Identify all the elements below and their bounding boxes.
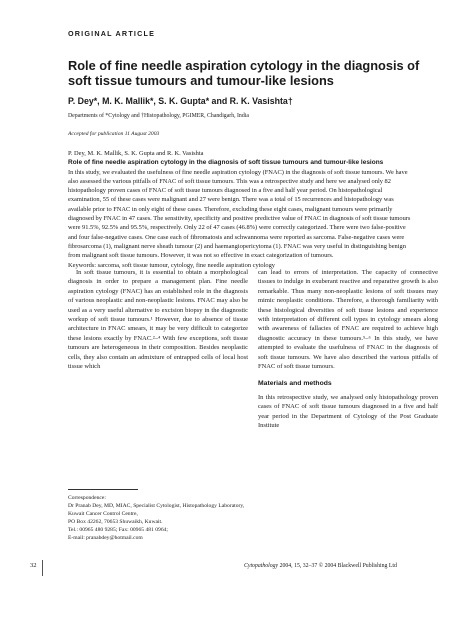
correspondence-email[interactable]: E-mail: pranabdey@hotmail.com bbox=[68, 535, 143, 542]
article-title: Role of fine needle aspiration cytology in the diagnosis of soft tissue tumours and tumour-like lesions bbox=[68, 58, 420, 88]
journal-details: 2004, 15, 32–37 © 2004 Blackwell Publishing Ltd bbox=[278, 563, 397, 569]
section-heading-methods: Materials and methods bbox=[258, 380, 332, 388]
abstract-authors: P. Dey, M. K. Mallik, S. K. Gupta and R. K. Vasishta bbox=[68, 150, 204, 157]
journal-name: Cytopathology bbox=[244, 563, 279, 569]
correspondence bbox=[68, 494, 248, 543]
abstract-body: In this study, we evaluated the usefulness of fine needle aspiration cytology (FNAC) in the diagnosis of soft tissue tumours. We have also assessed the various pitfalls of FNAC of soft tissue tumours. This was a retrospective study and here we analysed only 82 histopathology proven cases of FNAC of soft tissue tumours diagnosed in a five and half year period. On histopathological examination, 55 of these cases were malignant and 27 were benign. There was a total of 15 recurrences and histopathology was available prior to FNAC in only eight of these cases. Therefore, excluding these eight cases, malignant tumours were primarily diagnosed by FNAC in 47 cases. The sensitivity, specificity and positive predictive value of FNAC in diagnosis of soft tissue tumours were 91.5%, 92.5% and 95.5%, respectively. Only 22 of 47 cases (46.8%) were correctly categorized. There were two false-positive and four false-negative cases. One case each of fibromatosis and schwannoma were reported as sarcoma. False-negative cases were fibrosarcoma (1), malignant nerve sheath tumour (2) and haemangiopericytoma (1). FNAC was very useful in distinguishing benign from malignant soft tissue tumours. However, it was not so effective in exact categorization of tumours. bbox=[68, 168, 411, 260]
correspondence-line: PO Box 42262, 70653 Shuwaikh, Kuwait. bbox=[68, 519, 163, 526]
correspondence-divider bbox=[68, 489, 138, 490]
footer-divider bbox=[42, 560, 43, 576]
abstract bbox=[68, 149, 414, 270]
methods-paragraph: In this retrospective study, we analysed only histopathology proven cases of FNAC of soft tissue tumours diagnosed in a five and half year period in the Department of Cytology of the Post Graduate Institute bbox=[258, 393, 438, 430]
journal-citation bbox=[244, 563, 397, 569]
keywords: Keywords: sarcoma, soft tissue tumour, cytology, fine needle aspiration cytology bbox=[68, 261, 275, 269]
body-column-left bbox=[68, 268, 248, 371]
section-label: ORIGINAL ARTICLE bbox=[68, 29, 156, 38]
page-number: 32 bbox=[30, 562, 37, 569]
abstract-title: Role of fine needle aspiration cytology in the diagnosis of soft tissue tumours and tumour-like lesions bbox=[68, 159, 384, 167]
correspondence-line: Dr Pranab Dey, MD, MIAC, Specialist Cytologist, Histopathology Laboratory, Kuwait Cancer Control Centre, bbox=[68, 503, 245, 518]
correspondence-label: Correspondence: bbox=[68, 495, 106, 501]
intro-paragraph: In soft tissue tumours, it is essential to obtain a morphological diagnosis in order to prepare a management plan. Fine needle aspiration cytology (FNAC) has an established role in the diagnosis of various neoplastic and non-neoplastic lesions. FNAC may also be used as a very useful alternative to excision biopsy in the diagnostic workup of soft tissue tumours.¹ However, due to absence of tissue architecture in FNAC smears, it may be very difficult to categorize these lesions exactly by FNAC.²–⁴ With few exceptions, soft tissue tumours are heterogeneous in their composition. Besides neoplastic cells, they also contain an admixture of entrapped cells of local host tissue which bbox=[68, 269, 248, 371]
authors: P. Dey*, M. K. Mallik*, S. K. Gupta* and R. K. Vasishta† bbox=[68, 96, 293, 106]
affiliation: Departments of *Cytology and †Histopathology, PGIMER, Chandigarh, India bbox=[68, 113, 249, 119]
accepted-date: Accepted for publication 11 August 2003 bbox=[68, 131, 160, 137]
correspondence-line: Tel.: 00965 480 9285; Fax: 00965 481 0964; bbox=[68, 527, 168, 534]
body-column-right bbox=[258, 268, 438, 431]
intro-paragraph-continued: can lead to errors of interpretation. The capacity of connective tissues to indulge in exuberant reactive and reparative growth is also remarkable. Thus many non-neoplastic lesions of soft tissues may mimic neoplastic conditions. Therefore, a thorough familiarity with these histological diversities of soft tissue lesions and experience with interpretation of different cell types in cytology smears along with awareness of fallacies of FNAC are required to achieve high diagnostic accuracy in these tumours.⁵–⁶ In this study, we have attempted to evaluate the usefulness of FNAC in the diagnosis of soft tissue tumours. We have also described the various pitfalls of FNAC of soft tissue tumours. bbox=[258, 269, 438, 371]
